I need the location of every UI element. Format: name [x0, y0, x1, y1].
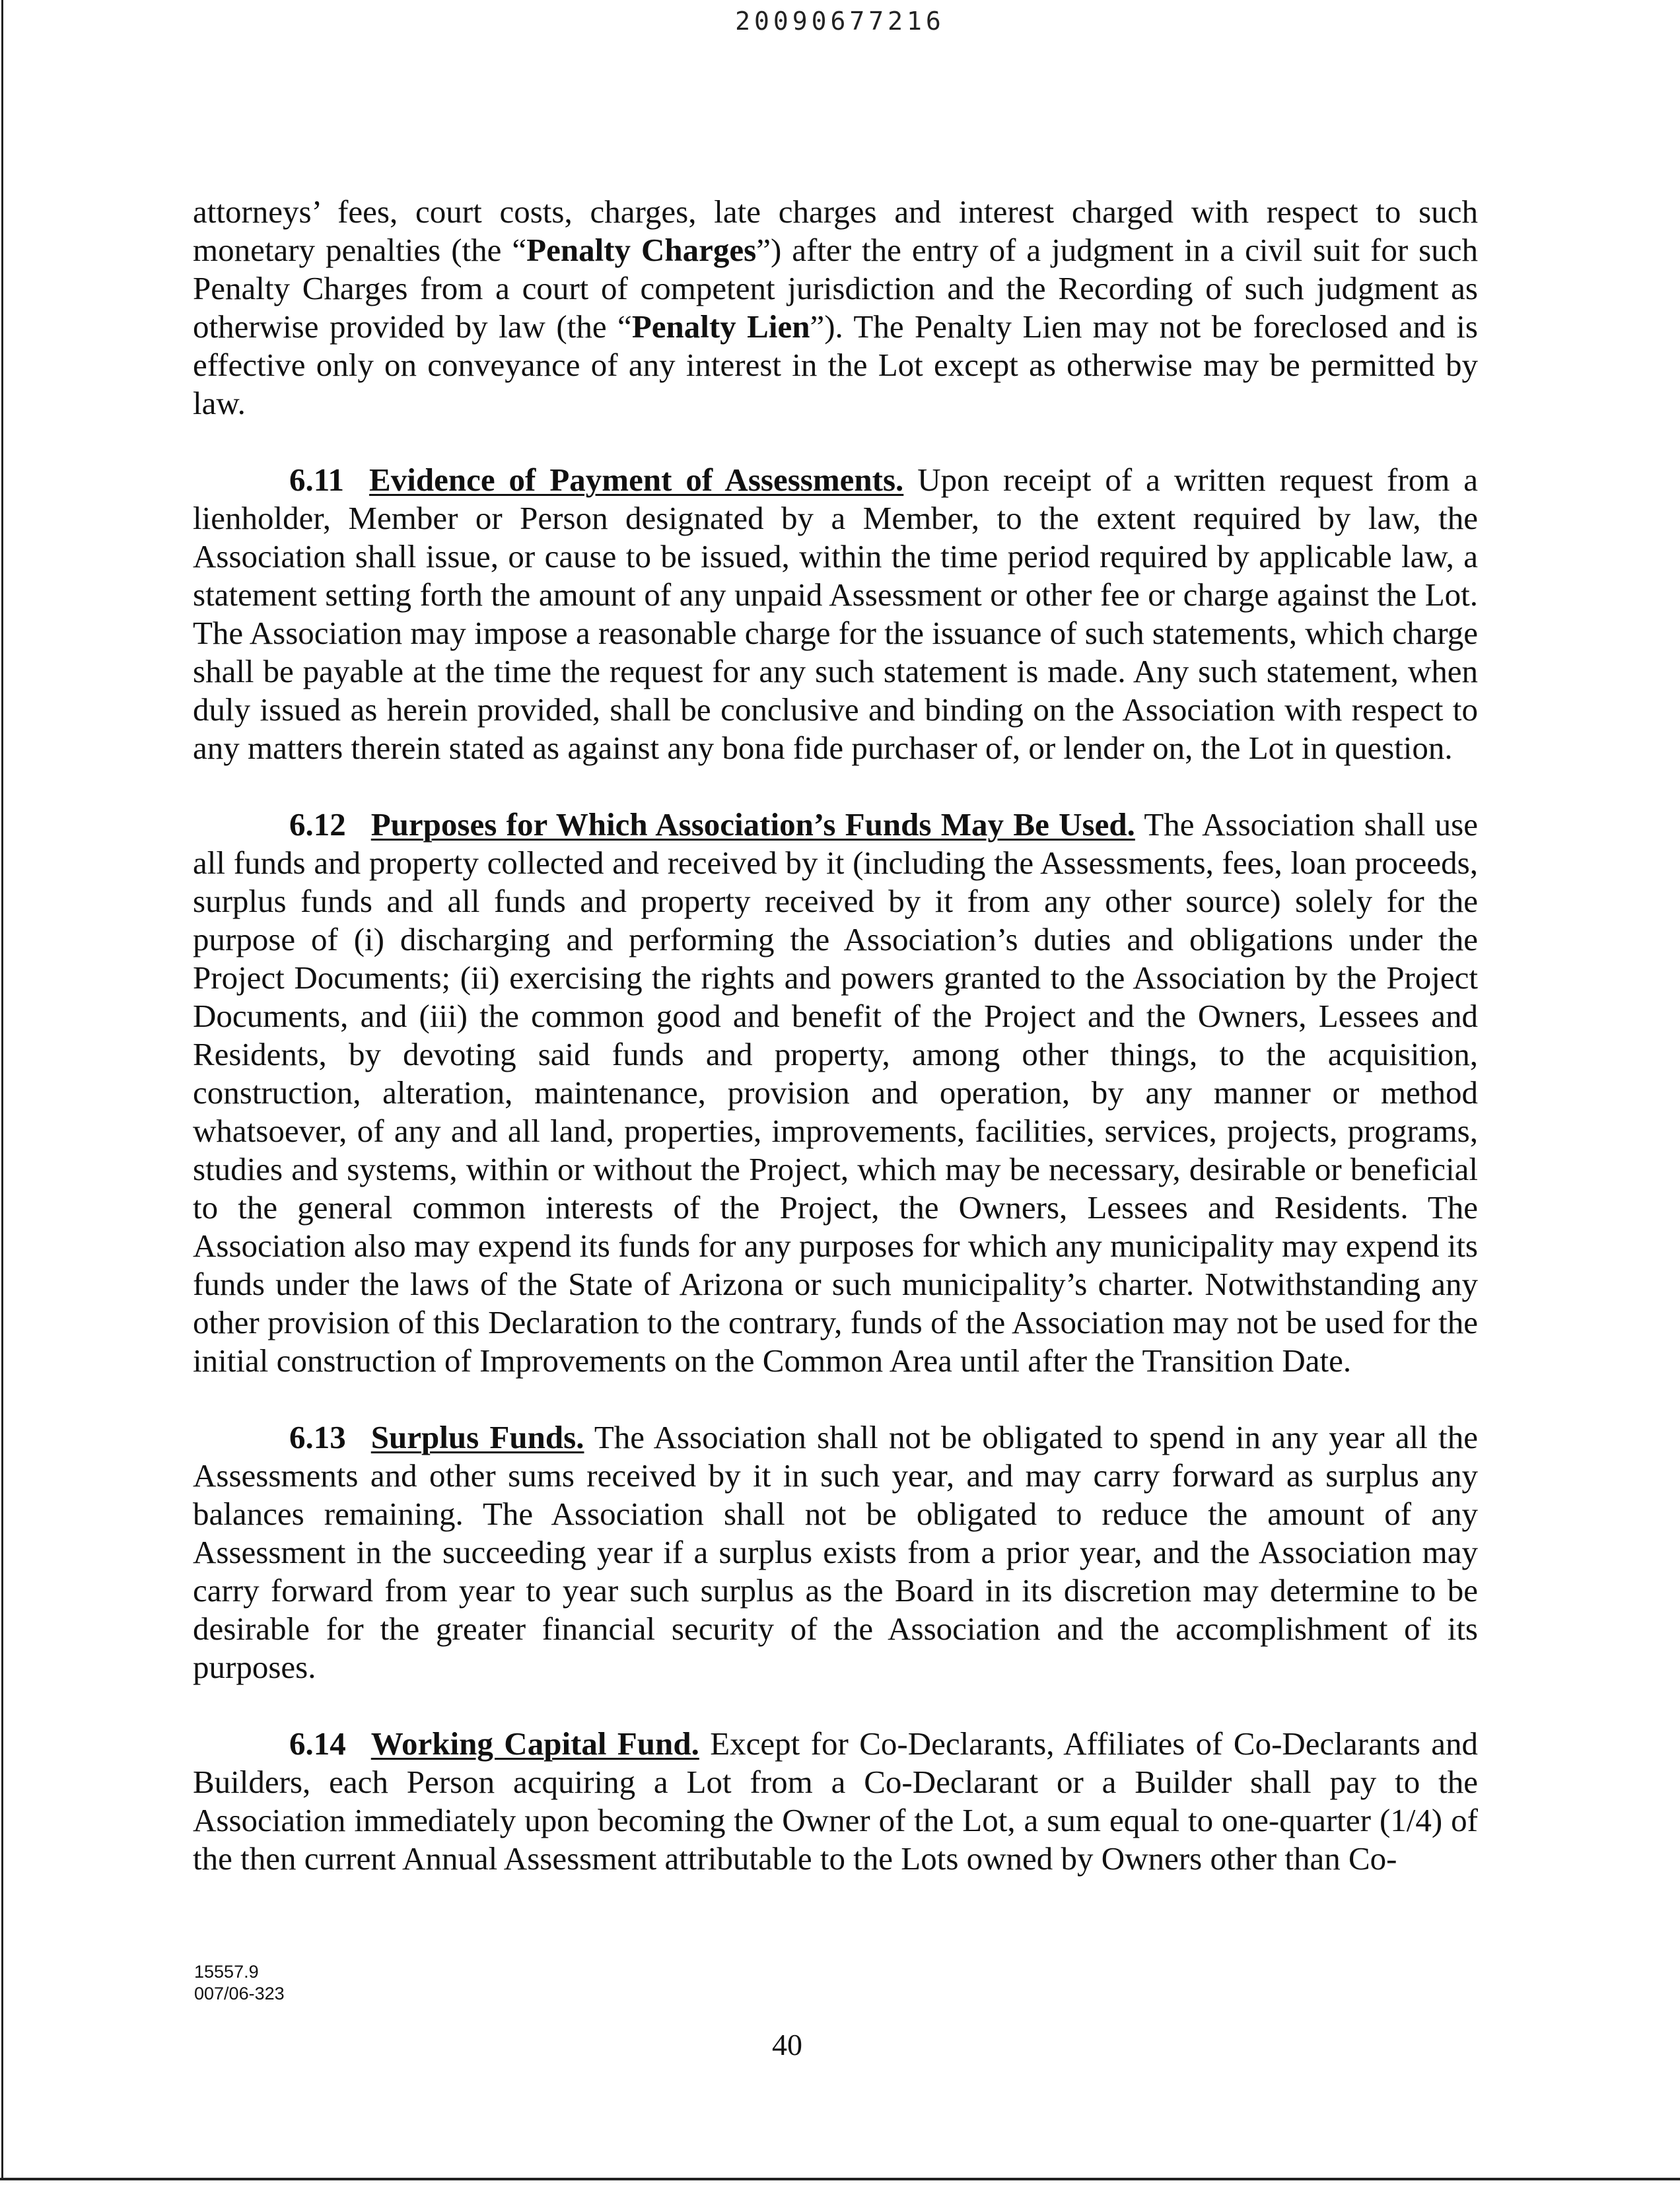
- section-title: Purposes for Which Association’s Funds May Be Used.: [370, 806, 1135, 843]
- defined-term-penalty-charges: Penalty Charges: [526, 232, 757, 268]
- section-body: The Association shall not be obligated to spend in any year all the Assessments and other sums received by it in such year, and may carry forward as surplus any balances remaining. The Association shall not be obligated to reduce the amount of any Assessment in the succeeding year if a surplus exists from a prior year, and the Association may carry forward from year to year such surplus as the Board in its discretion may determine to be desirable for the greater financial security of the Association and the accomplishment of its purposes.: [193, 1419, 1478, 1685]
- section-number: 6.11: [289, 462, 345, 498]
- section-body: Except for Co-Declarants, Affiliates of Co-Declarants and Builders, each Person acquiring a Lot from a Co-Declarant or a Builder shall pay to the Association immediately upon becoming the Owner of the Lot, a sum equal to one-quarter (1/4) of the then current Annual Assessment attributable to the Lots owned by Owners other than Co-: [193, 1725, 1479, 1877]
- section-6-13: [193, 1418, 1478, 1686]
- para-text-after: ”). The Penalty Lien may not be foreclosed and is effective only on conveyance of any interest in the Lot except as otherwise may be permitted by law.: [193, 308, 1478, 421]
- section-6-14: [193, 1725, 1478, 1878]
- para-text-middle: ”) after the entry of a judgment in a civil suit for such Penalty Charges from a court of competent jurisdiction and the Recording of such judgment as otherwise provided by law (the “: [193, 232, 1478, 345]
- section-6-12: [193, 806, 1478, 1380]
- page-bottom-rule: [0, 2178, 1680, 2180]
- footer-code-line-1: 15557.9: [194, 1962, 259, 1982]
- section-title: Surplus Funds.: [370, 1419, 584, 1455]
- section-number: 6.12: [289, 806, 346, 843]
- section-title: Working Capital Fund.: [370, 1725, 699, 1762]
- section-body: The Association shall use all funds and property collected and received by it (including the Assessments, fees, loan proceeds, surplus funds and all funds and property received by it from any other source) solely for the purpose of (i) discharging and performing the Association’s duties and obligations under the Project Documents; (ii) exercising the rights and powers granted to the Association by the Project Documents, and (iii) the common good and benefit of the Project and the Owners, Lessees and Residents, by devoting said funds and property, among other things, to the acquisition, construction, alteration, maintenance, provision and operation, by any manner or method whatsoever, of any and all land, properties, improvements, facilities, services, projects, programs, studies and systems, within or without the Project, which may be necessary, desirable or beneficial to the general common interests of the Project, the Owners, Lessees and Residents. The Association also may expend its funds for any purposes for which any municipality may expend its funds under the laws of the State of Arizona or such municipality’s charter. Notwithstanding any other provision of this Declaration to the contrary, funds of the Association may not be used for the initial construction of Improvements on the Common Area until after the Transition Date.: [193, 806, 1478, 1379]
- footer-document-codes: [194, 1961, 285, 2005]
- defined-term-penalty-lien: Penalty Lien: [631, 308, 810, 345]
- document-body: [193, 193, 1478, 1916]
- section-6-11: [193, 461, 1478, 767]
- section-title: Evidence of Payment of Assessments.: [369, 462, 904, 498]
- footer-code-line-2: 007/06-323: [194, 1984, 285, 2003]
- page-left-border: [1, 0, 3, 2179]
- page-number: 40: [772, 2028, 802, 2062]
- section-body: Upon receipt of a written request from a lienholder, Member or Person designated by a Member, to the extent required by law, the Association shall issue, or cause to be issued, within the time period required by applicable law, a statement setting forth the amount of any unpaid Assessment or other fee or charge against the Lot. The Association may impose a reasonable charge for the issuance of such statements, which charge shall be payable at the time the request for any such statement is made. Any such statement, when duly issued as herein provided, shall be conclusive and binding on the Association with respect to any matters therein stated as against any bona fide purchaser of, or lender on, the Lot in question.: [193, 462, 1479, 766]
- section-number: 6.13: [289, 1419, 346, 1455]
- section-number: 6.14: [289, 1725, 346, 1762]
- continuation-paragraph: [193, 193, 1478, 423]
- recording-number: 20090677216: [735, 7, 945, 36]
- para-text-before: attorneys’ fees, court costs, charges, late charges and interest charged with respect to such monetary penalties (the “: [193, 193, 1478, 268]
